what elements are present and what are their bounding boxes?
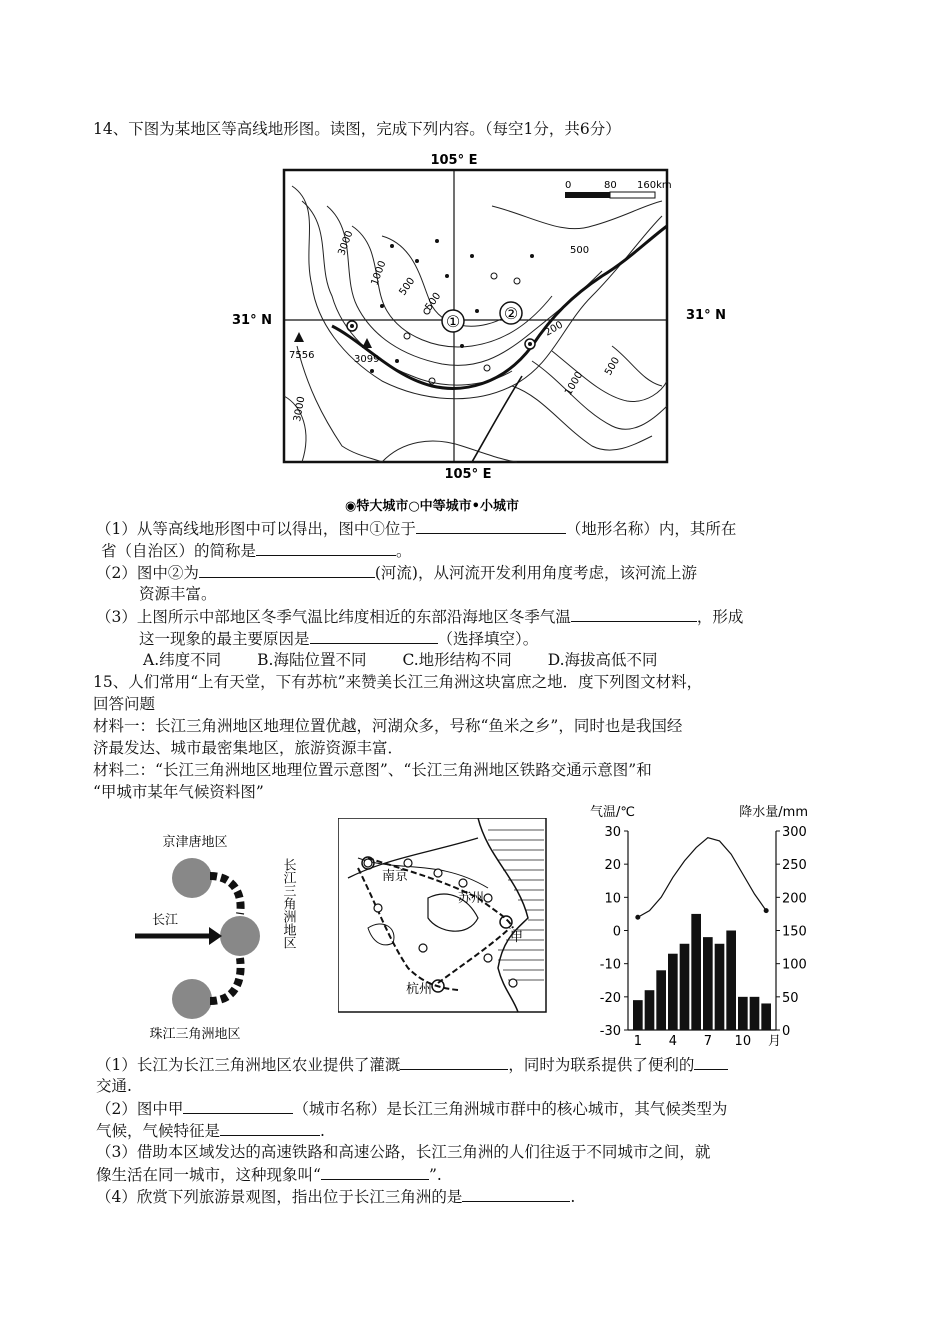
q14-title: 14、下图为某地区等高线地形图。读图，完成下列内容。（每空1分，共6分） — [93, 120, 621, 138]
svg-text:500: 500 — [423, 290, 444, 313]
precip-bars — [633, 914, 771, 1030]
location-diagram — [125, 816, 320, 1048]
precip-bar — [715, 944, 725, 1030]
map-legend: ◉特大城市○中等城市•小城市 — [345, 499, 519, 514]
y-right-tick-label: 250 — [782, 858, 807, 874]
option-d[interactable]: D.海拔高低不同 — [547, 651, 658, 669]
peak-7556: 7556 — [289, 350, 315, 361]
contour-map-svg — [232, 146, 732, 518]
y-right-tick-label: 0 — [782, 1024, 791, 1039]
precip-bar — [703, 937, 713, 1030]
svg-text:500: 500 — [603, 355, 623, 378]
svg-text:160km: 160km — [637, 180, 672, 191]
svg-text:500: 500 — [570, 245, 590, 256]
temp-points — [635, 908, 768, 920]
q14-sub3-line1: （3）上图所示中部地区冬季气温比纬度相近的东部沿海地区冬季气温 ，形成 — [96, 605, 743, 628]
q15-sub3-line1: （3）借助本区域发达的高速铁路和高速公路，长江三角洲的人们往返于不同城市之间，就 — [96, 1143, 711, 1161]
ylabel-right: 降水量/mm — [739, 805, 808, 820]
precip-bar — [738, 997, 748, 1030]
precip-bar — [656, 970, 666, 1030]
q14-sub3-line2: 这一现象的最主要原因是 （选择填空）。 — [139, 627, 538, 650]
x-tick-label: 7 — [703, 1034, 712, 1046]
temp-line — [638, 838, 766, 918]
precip-bar — [761, 1003, 771, 1030]
precip-bar — [691, 914, 701, 1030]
answer-blank-reason[interactable] — [310, 627, 438, 644]
precip-bar — [668, 954, 678, 1030]
x-axis — [634, 1034, 781, 1046]
map-lat-right: 31° N — [686, 308, 726, 323]
y-right-tick-label: 150 — [782, 924, 807, 940]
city-hangzhou: 杭州 — [405, 982, 432, 997]
contour-map — [232, 146, 732, 522]
y-right-tick-label: 50 — [782, 990, 799, 1006]
map-lat-left: 31° N — [232, 313, 272, 328]
map-lon-top: 105° E — [430, 153, 478, 168]
svg-text:200: 200 — [543, 319, 566, 339]
y-right-tick-label: 100 — [782, 957, 807, 973]
q15-sub4: （4）欣赏下列旅游景观图，指出位于长江三角洲的是 . — [96, 1185, 575, 1208]
y-left-tick-label: 20 — [604, 858, 621, 874]
railway-map-svg — [338, 818, 548, 1014]
label-changjiang: 长江 — [151, 913, 179, 928]
x-tick-label: 1 — [633, 1034, 642, 1046]
peak-3099: 3099 — [354, 354, 380, 365]
answer-blank-irrigation[interactable] — [400, 1053, 508, 1070]
q15-material1b: 济最发达、城市最密集地区，旅游资源丰富． — [93, 739, 404, 757]
answer-blank-transport[interactable] — [694, 1053, 728, 1070]
q15-sub1-line1: （1）长江为长江三角洲地区农业提供了灌溉 ，同时为联系提供了便利的 — [96, 1053, 728, 1076]
q15-title2: 回答问题 — [93, 695, 156, 713]
answer-blank-temperature[interactable] — [571, 605, 697, 622]
city-suzhou: 苏州 — [458, 891, 485, 906]
svg-text:1000: 1000 — [369, 259, 389, 288]
temp-point — [635, 915, 640, 920]
city-nanjing: 南京 — [382, 869, 409, 884]
location-diagram-svg — [125, 816, 320, 1044]
q15-material1: 材料一：长江三角洲地区地理位置优越，河湖众多，号称“鱼米之乡”，同时也是我国经 — [93, 717, 683, 735]
q15-material2: 材料二：“长江三角洲地区地理位置示意图”、“长江三角洲地区铁路交通示意图”和 — [93, 761, 652, 779]
answer-blank-city[interactable] — [183, 1097, 293, 1114]
answer-blank-province[interactable] — [256, 539, 396, 556]
precip-bar — [645, 990, 655, 1030]
q15-sub1-line2: 交通. — [96, 1077, 132, 1095]
label-jingjintang: 京津唐地区 — [162, 835, 228, 850]
q14-options — [143, 649, 658, 671]
precip-bar — [726, 931, 736, 1031]
q15-material2b: “甲城市某年气候资料图” — [93, 783, 264, 801]
y-left-tick-label: -30 — [599, 1024, 621, 1039]
x-unit-label: 月 — [768, 1034, 782, 1046]
svg-text:500: 500 — [397, 275, 418, 298]
q14-sub1-line1: （1）从等高线地形图中可以得出，图中①位于 （地形名称）内，其所在 — [96, 517, 736, 540]
svg-text:3000: 3000 — [336, 229, 356, 258]
map-frame — [284, 170, 667, 462]
svg-text:80: 80 — [604, 180, 617, 191]
ylabel-left: 气温/℃ — [590, 805, 635, 820]
city-jia: 甲 — [510, 930, 524, 945]
y-axis-right — [776, 825, 807, 1039]
y-right-tick-label: 200 — [782, 891, 807, 907]
y-left-tick-label: 30 — [604, 825, 621, 840]
precip-bar — [680, 944, 690, 1030]
svg-text:1000: 1000 — [563, 369, 586, 398]
y-left-tick-label: -20 — [599, 990, 621, 1006]
option-b[interactable]: B.海陆位置不同 — [257, 651, 367, 669]
q15-sub3-line2: 像生活在同一城市，这种现象叫“ ”. — [96, 1163, 442, 1186]
option-a[interactable]: A.纬度不同 — [143, 651, 222, 669]
y-right-tick-label: 300 — [782, 825, 807, 840]
svg-text:3000: 3000 — [292, 395, 308, 423]
map-lon-bottom: 105° E — [444, 467, 492, 482]
map-scale — [565, 180, 672, 198]
svg-text:0: 0 — [565, 180, 572, 191]
y-left-tick-label: 0 — [612, 924, 621, 940]
y-axis-left — [600, 825, 628, 1039]
railway-map — [338, 818, 548, 1018]
contour-lines — [284, 186, 667, 462]
answer-blank-phenomenon[interactable] — [321, 1163, 429, 1180]
x-tick-label: 10 — [734, 1034, 752, 1046]
label-delta: 长江三角洲地区 — [280, 858, 296, 949]
marker-2: ② — [503, 304, 519, 323]
y-left-tick-label: -10 — [599, 957, 621, 973]
q15-sub2-line1: （2）图中甲 （城市名称）是长江三角洲城市群中的核心城市，其气候类型为 — [96, 1097, 727, 1120]
y-left-tick-label: 10 — [604, 891, 621, 907]
answer-blank-landform[interactable] — [416, 517, 566, 534]
answer-blank-river[interactable] — [199, 561, 375, 578]
x-tick-label: 4 — [668, 1034, 677, 1046]
climate-chart — [588, 800, 814, 1050]
option-c[interactable]: C.地形结构不同 — [402, 651, 512, 669]
climate-chart-svg — [588, 800, 814, 1046]
answer-blank-climate[interactable] — [220, 1119, 320, 1136]
label-zhujiang: 珠江三角洲地区 — [149, 1027, 241, 1042]
q15-sub2-line2: 气候，气候特征是 . — [96, 1119, 325, 1142]
marker-1: ① — [445, 312, 461, 331]
precip-bar — [633, 1000, 643, 1030]
q14-sub2-line1: （2）图中②为 (河流)，从河流开发利用角度考虑，该河流上游 — [96, 561, 697, 584]
q14-sub2-line2: 资源丰富。 — [139, 585, 217, 603]
q14-sub1-line2: 省（自治区）的简称是 。 — [101, 539, 412, 562]
temp-point — [764, 908, 769, 913]
answer-blank-scenery[interactable] — [462, 1185, 570, 1202]
precip-bar — [750, 997, 760, 1030]
q15-title: 15、人们常用“上有天堂，下有苏杭”来赞美长江三角洲这块富庶之地．度下列图文材料， — [93, 673, 703, 691]
